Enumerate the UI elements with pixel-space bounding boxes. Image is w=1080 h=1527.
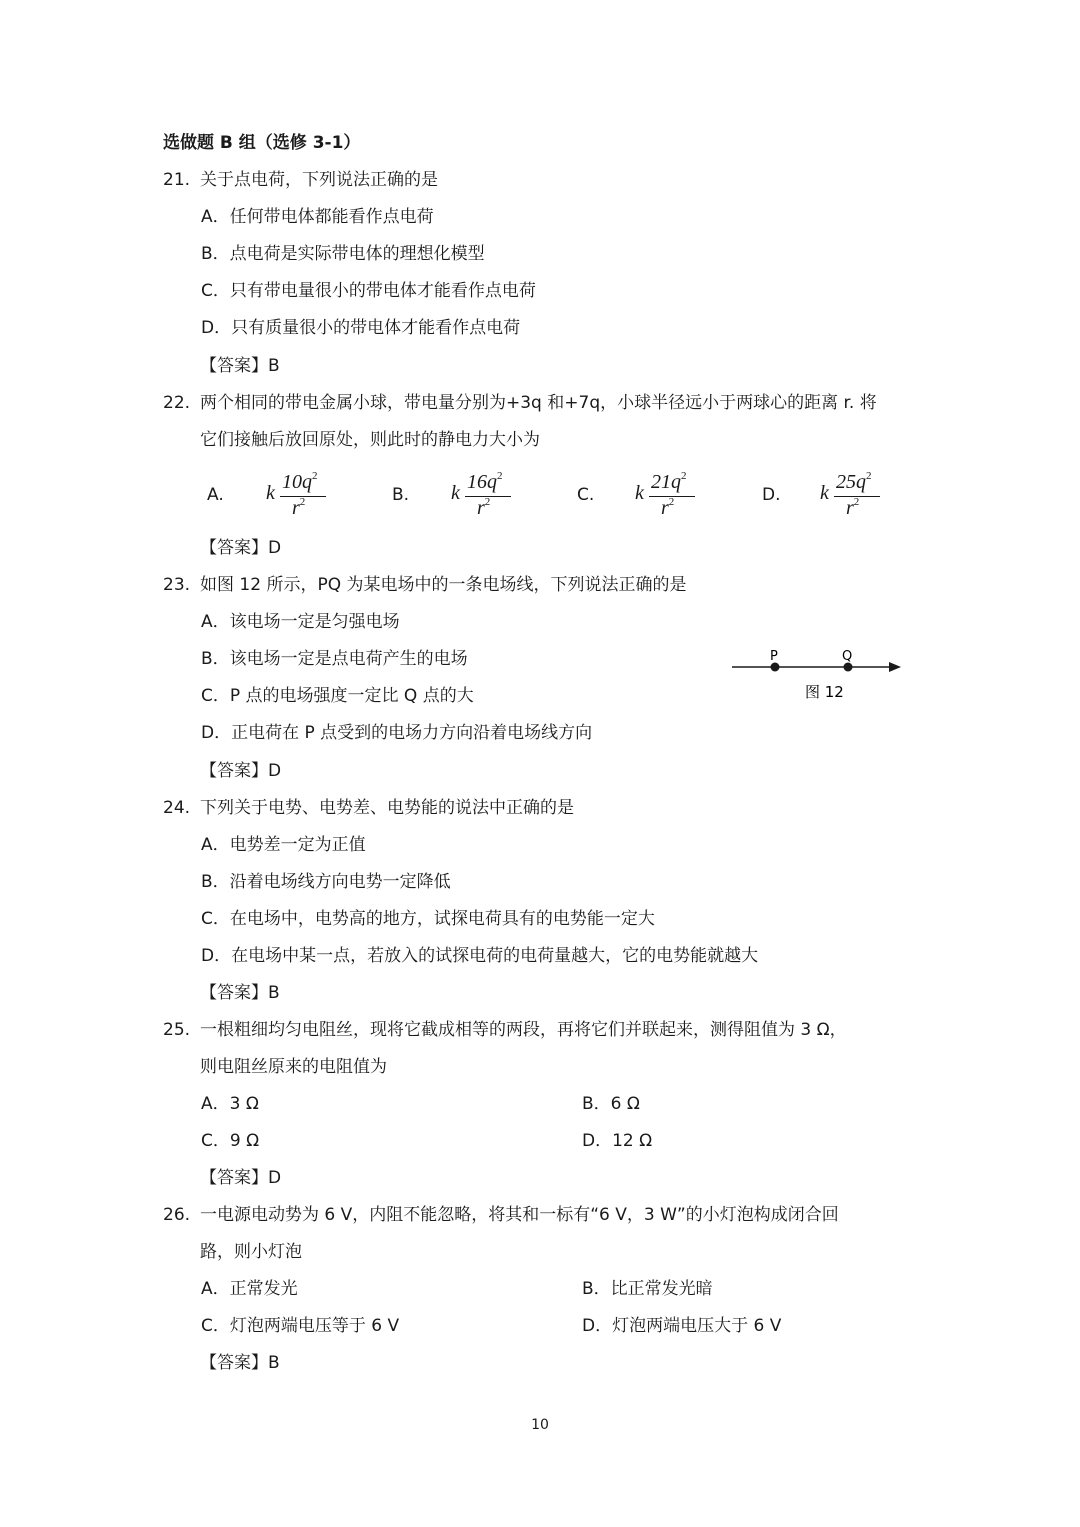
formula-exponent: 2 — [853, 496, 860, 508]
point-p-label: P — [770, 649, 778, 664]
option: D．12 Ω — [582, 1131, 653, 1151]
formula-exponent: 2 — [497, 470, 503, 482]
formula-k: k — [635, 482, 644, 504]
option: A．正常发光 — [201, 1279, 298, 1299]
answer: 【答案】B — [200, 356, 280, 376]
option: B．沿着电场线方向电势一定降低 — [201, 872, 451, 892]
question-number: 21. — [163, 170, 191, 190]
option: C．只有带电量很小的带电体才能看作点电荷 — [201, 281, 536, 301]
formula-numerator: 10q — [282, 471, 312, 493]
option: C．9 Ω — [201, 1131, 260, 1151]
question-number: 25. — [163, 1020, 191, 1040]
formula-exponent: 2 — [312, 470, 318, 482]
option: B．该电场一定是点电荷产生的电场 — [201, 649, 468, 669]
question-stem: 下列关于电势、电势差、电势能的说法中正确的是 — [200, 798, 574, 818]
formula-exponent: 2 — [681, 470, 687, 482]
formula-exponent: 2 — [299, 496, 306, 508]
answer: 【答案】D — [200, 1168, 282, 1188]
option-label: B. — [392, 485, 410, 505]
formula-exponent: 2 — [668, 496, 675, 508]
formula-k: k — [451, 482, 460, 504]
option-label: C. — [577, 485, 595, 505]
answer: 【答案】D — [200, 538, 282, 558]
option: B．点电荷是实际带电体的理想化模型 — [201, 244, 485, 264]
formula-numerator: 16q — [467, 471, 497, 493]
formula-option-a — [266, 470, 336, 526]
question-number: 23. — [163, 575, 191, 595]
formula-option-c — [635, 470, 705, 526]
figure-caption: 图 12 — [805, 683, 844, 701]
option: D．只有质量很小的带电体才能看作点电荷 — [201, 318, 521, 338]
question-number: 24. — [163, 798, 191, 818]
option: C．在电场中，电势高的地方，试探电荷具有的电势能一定大 — [201, 909, 655, 929]
question-stem: 它们接触后放回原处，则此时的静电力大小为 — [200, 430, 540, 450]
option-label: A. — [207, 485, 224, 505]
arrow-icon — [889, 662, 901, 672]
figure-12 — [725, 640, 915, 710]
option: B．比正常发光暗 — [582, 1279, 713, 1299]
formula-k: k — [820, 482, 829, 504]
option-label: D. — [762, 485, 781, 505]
page-number: 10 — [531, 1417, 549, 1433]
formula-denominator: r — [661, 497, 669, 519]
option: D．灯泡两端电压大于 6 V — [582, 1316, 782, 1336]
formula-denominator: r — [292, 497, 300, 519]
option: B．6 Ω — [582, 1094, 640, 1114]
option: A．任何带电体都能看作点电荷 — [201, 207, 434, 227]
question-number: 22. — [163, 393, 191, 413]
question-stem: 一根粗细均匀电阻丝，现将它截成相等的两段，再将它们并联起来，测得阻值为 3 Ω， — [200, 1020, 847, 1040]
formula-denominator: r — [477, 497, 485, 519]
answer: 【答案】B — [200, 1353, 280, 1373]
answer: 【答案】D — [200, 761, 282, 781]
answer: 【答案】B — [200, 983, 280, 1003]
option: A．电势差一定为正值 — [201, 835, 366, 855]
question-number: 26. — [163, 1205, 191, 1225]
point-q-label: Q — [842, 649, 853, 664]
formula-numerator: 21q — [651, 471, 681, 493]
option: C．灯泡两端电压等于 6 V — [201, 1316, 400, 1336]
formula-k: k — [266, 482, 275, 504]
formula-numerator: 25q — [836, 471, 866, 493]
option: A．该电场一定是匀强电场 — [201, 612, 400, 632]
option: D．在电场中某一点，若放入的试探电荷的电荷量越大，它的电势能就越大 — [201, 946, 759, 966]
option: A．3 Ω — [201, 1094, 259, 1114]
section-title: 选做题 B 组（选修 3-1） — [163, 133, 361, 153]
question-stem: 一电源电动势为 6 V，内阻不能忽略，将其和一标有“6 V，3 W”的小灯泡构成闭合回 — [200, 1205, 839, 1225]
formula-exponent: 2 — [484, 496, 491, 508]
formula-denominator: r — [846, 497, 854, 519]
question-stem: 关于点电荷，下列说法正确的是 — [200, 170, 438, 190]
formula-option-b — [451, 470, 521, 526]
question-stem: 则电阻丝原来的电阻值为 — [200, 1057, 387, 1077]
question-stem: 如图 12 所示，PQ 为某电场中的一条电场线，下列说法正确的是 — [200, 575, 687, 595]
option: C．P 点的电场强度一定比 Q 点的大 — [201, 686, 474, 706]
option: D．正电荷在 P 点受到的电场力方向沿着电场线方向 — [201, 723, 593, 743]
question-stem: 两个相同的带电金属小球，带电量分别为+3q 和+7q，小球半径远小于两球心的距离 r. 将 — [200, 393, 877, 413]
formula-option-d — [820, 470, 890, 526]
formula-exponent: 2 — [866, 470, 872, 482]
question-stem: 路，则小灯泡 — [200, 1242, 302, 1262]
